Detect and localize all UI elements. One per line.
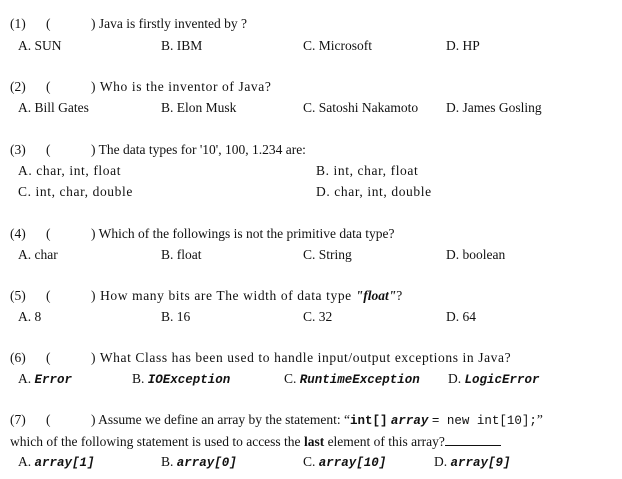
- option-d: D. HP: [446, 38, 480, 53]
- option-b: B. IOException: [132, 371, 231, 387]
- option-d: D. array[9]: [434, 454, 511, 470]
- answer-paren: (: [46, 16, 51, 31]
- option-b: B. IBM: [161, 38, 203, 53]
- option-b: B. int, char, float: [316, 163, 419, 178]
- question-number: (7): [10, 412, 26, 427]
- option-c: C. String: [303, 247, 352, 262]
- option-a: A. array[1]: [18, 454, 95, 470]
- option-a: A. char: [18, 247, 58, 262]
- question-text: ) The data types for '10', 100, 1.234 are:: [91, 142, 306, 157]
- option-c: C. array[10]: [303, 454, 387, 470]
- option-c: C. Satoshi Nakamoto: [303, 100, 419, 115]
- option-c: C. RuntimeException: [284, 371, 420, 387]
- answer-paren: (: [46, 412, 51, 427]
- option-a: A. Bill Gates: [18, 100, 89, 115]
- option-a: A. 8: [18, 309, 42, 324]
- question-text-line-2: which of the following statement is used to access the last element of this array?: [10, 433, 501, 450]
- option-b: B. float: [161, 247, 202, 262]
- answer-paren: (: [46, 142, 51, 157]
- option-c: C. Microsoft: [303, 38, 372, 53]
- question-number: (3): [10, 142, 26, 157]
- option-d: D. LogicError: [448, 371, 540, 387]
- option-d: D. char, int, double: [316, 184, 432, 199]
- option-c: C. int, char, double: [18, 184, 133, 199]
- answer-paren: (: [46, 350, 51, 365]
- question-text: ) How many bits are The width of data type "float"?: [91, 288, 403, 303]
- answer-paren: (: [46, 79, 51, 94]
- question-text: ) Who is the inventor of Java?: [91, 79, 272, 94]
- question-text: ) Java is firstly invented by ?: [91, 16, 247, 31]
- question-number: (5): [10, 288, 26, 303]
- option-a: A. Error: [18, 371, 73, 387]
- answer-blank-line: [445, 433, 501, 446]
- answer-paren: (: [46, 288, 51, 303]
- question-text: ) What Class has been used to handle input/output exceptions in Java?: [91, 350, 512, 365]
- option-b: B. 16: [161, 309, 191, 324]
- option-d: D. boolean: [446, 247, 506, 262]
- option-b: B. Elon Musk: [161, 100, 237, 115]
- question-number: (4): [10, 226, 26, 241]
- option-d: D. James Gosling: [446, 100, 542, 115]
- question-text: ) Assume we define an array by the statement: “int[] array = new int[10];”: [91, 412, 543, 428]
- question-number: (1): [10, 16, 26, 31]
- option-c: C. 32: [303, 309, 333, 324]
- question-text: ) Which of the followings is not the primitive data type?: [91, 226, 395, 241]
- question-number: (2): [10, 79, 26, 94]
- option-b: B. array[0]: [161, 454, 237, 470]
- option-a: A. char, int, float: [18, 163, 122, 178]
- option-d: D. 64: [446, 309, 476, 324]
- option-a: A. SUN: [18, 38, 62, 53]
- answer-paren: (: [46, 226, 51, 241]
- question-number: (6): [10, 350, 26, 365]
